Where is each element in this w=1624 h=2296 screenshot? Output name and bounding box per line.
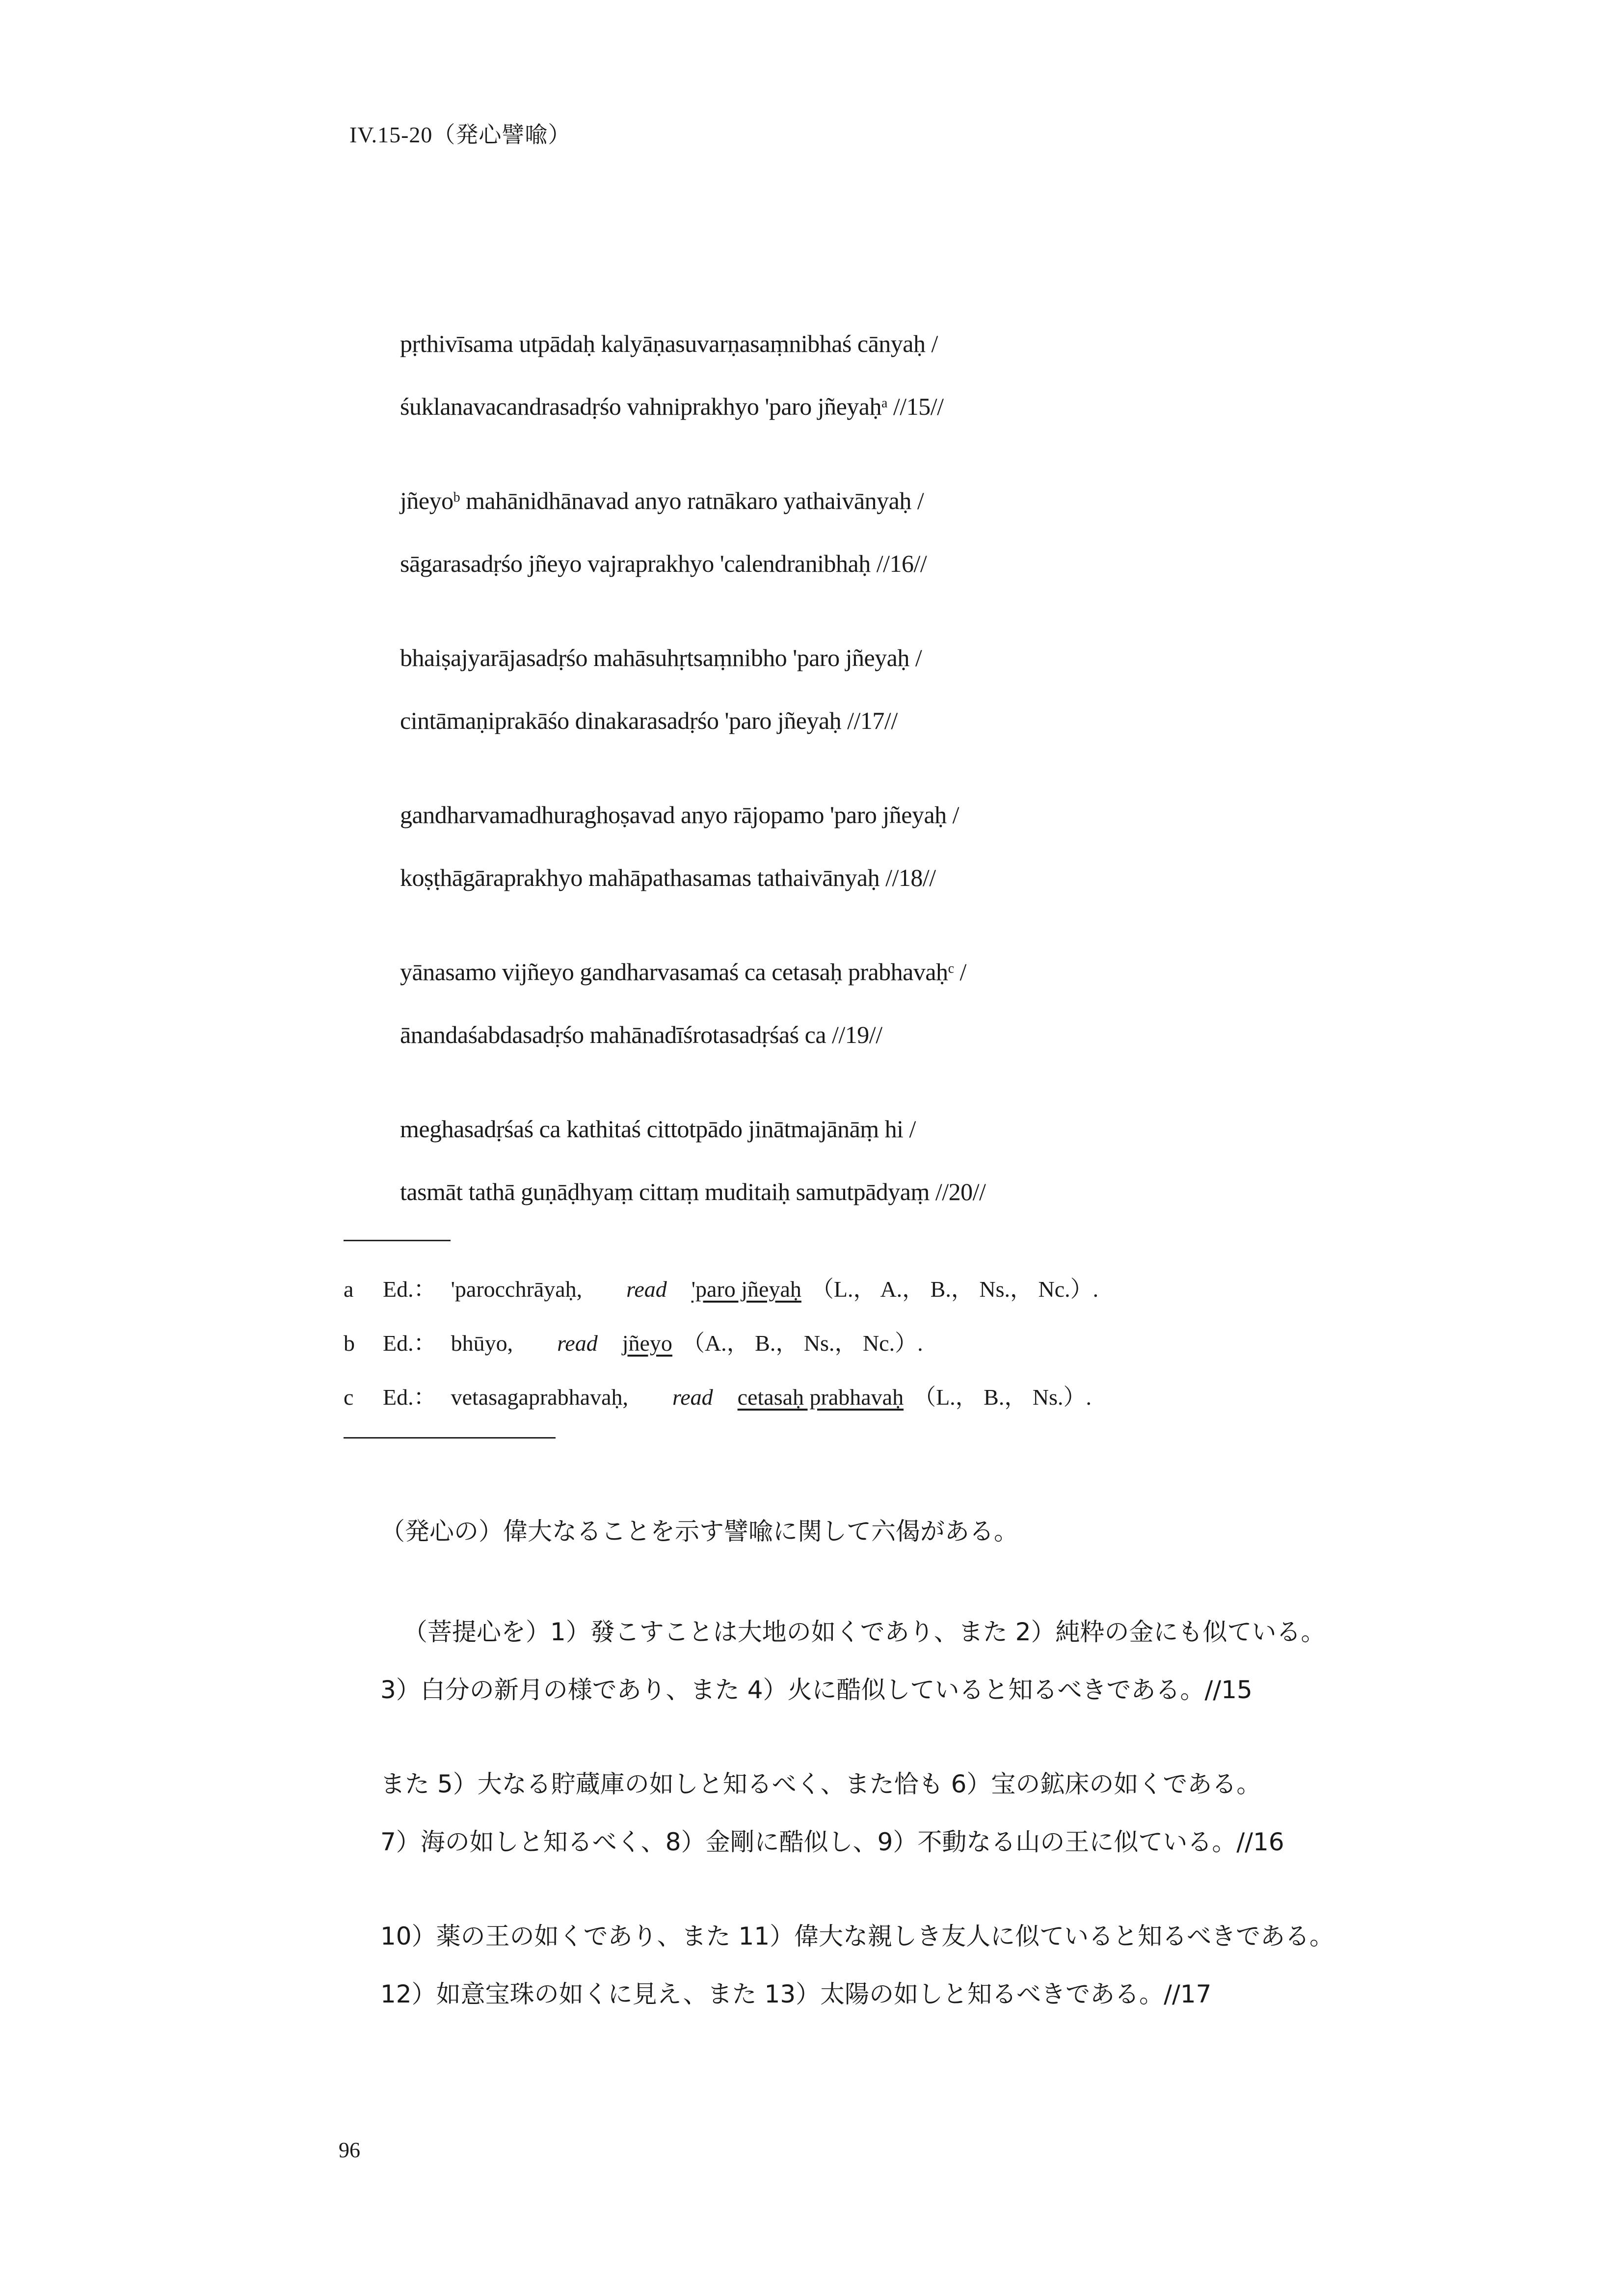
verse-17 — [400, 643, 1480, 735]
verse-line: śuklanavacandrasadṛśo vahniprakhyo 'paro jñeyaḥ$^a$ //15// — [400, 393, 944, 420]
translation-line: 3）白分の新月の様であり、また 4）火に酷似していると知るべきである。//15 — [380, 1676, 1252, 1704]
footnotes — [344, 1276, 1472, 1438]
translation-verse-15 — [380, 1617, 1558, 1705]
sanskrit-verses — [400, 329, 1480, 1271]
translation-line: 10）薬の王の如くであり、また 11）偉大な親しき友人に似ていると知るべきである。 — [380, 1922, 1334, 1950]
translation-line: 12）如意宝珠の如くに見え、また 13）太陽の如しと知るべきである。//17 — [380, 1980, 1212, 2008]
translation-verse-16 — [380, 1769, 1558, 1857]
footnote-label: a — [344, 1277, 354, 1302]
verse-line: bhaiṣajyarājasadṛśo mahāsuhṛtsaṃnibho 'paro jñeyaḥ / — [400, 644, 922, 671]
verse-line: cintāmaṇiprakāśo dinakarasadṛśo 'paro jñeyaḥ //17// — [400, 707, 898, 734]
translation-line: また 5）大なる貯蔵庫の如しと知るべく、また恰も 6）宝の鉱床の如くである。 — [380, 1770, 1261, 1798]
verse-line: ānandaśabdasadṛśo mahānadīśrotasadṛśaś ca //19// — [400, 1021, 882, 1048]
footnote-divider-top — [344, 1240, 451, 1241]
japanese-translation — [380, 1517, 1558, 2074]
verse-line: tasmāt tathā guṇāḍhyaṃ cittaṃ muditaiḥ samutpādyaṃ //20// — [400, 1178, 986, 1205]
translation-verse-17 — [380, 1922, 1558, 2009]
footnote-label: b — [344, 1331, 355, 1356]
verse-line: pṛthivīsama utpādaḥ kalyāṇasuvarṇasaṃnibhaś cānyaḥ / — [400, 330, 938, 357]
verse-18 — [400, 800, 1480, 892]
page-number: 96 — [339, 2138, 360, 2162]
page-header: IV.15-20（発心譬喩） — [349, 122, 571, 147]
verse-line: yānasamo vijñeyo gandharvasamaś ca cetasaḥ prabhavaḥ$^c$ / — [400, 958, 966, 986]
translation-line: 7）海の如しと知るべく、8）金剛に酷似し、9）不動なる山の王に似ている。//16 — [380, 1828, 1284, 1856]
footnote-divider-bottom — [344, 1437, 556, 1439]
verse-19 — [400, 957, 1480, 1049]
footnote-ref-a[interactable]: a — [881, 396, 887, 411]
verse-line: gandharvamadhuraghoṣavad anyo rājopamo 'paro jñeyaḥ / — [400, 801, 959, 828]
verse-line: sāgarasadṛśo jñeyo vajraprakhyo 'calendranibhaḥ //16// — [400, 550, 927, 577]
verse-16 — [400, 486, 1480, 578]
verse-line: meghasadṛśaś ca kathitaś cittotpādo jinātmajānāṃ hi / — [400, 1115, 916, 1143]
verse-15 — [400, 329, 1480, 421]
verse-line: jñeyo$^b$ mahānidhānavad anyo ratnākaro yathaivānyaḥ / — [400, 487, 924, 514]
footnote-ref-b[interactable]: b — [453, 490, 460, 505]
footnote-ref-c[interactable]: c — [948, 961, 954, 976]
footnote-c: c Ed.： vetasagaprabhavaḥ, read cetasaḥ prabhavaḥ （L.， B.， Ns.）. — [344, 1385, 1092, 1410]
footnote-b: b Ed.： bhūyo, read jñeyo （A.， B.， Ns.， Nc.）. — [344, 1331, 923, 1356]
translation-intro: （発心の）偉大なることを示す譬喩に関して六偈がある。 — [380, 1517, 1018, 1546]
verse-20 — [400, 1114, 1480, 1206]
verse-line: koṣṭhāgāraprakhyo mahāpathasamas tathaivānyaḥ //18// — [400, 864, 936, 891]
translation-line: （菩提心を）1）發こすことは大地の如くであり、また 2）純粋の金にも似ている。 — [403, 1618, 1326, 1646]
footnote-label: c — [344, 1385, 354, 1410]
footnote-a: a Ed.： 'parocchrāyaḥ, read 'paro jñeyaḥ （L.， A.， B.， Ns.， Nc.）. — [344, 1277, 1099, 1302]
